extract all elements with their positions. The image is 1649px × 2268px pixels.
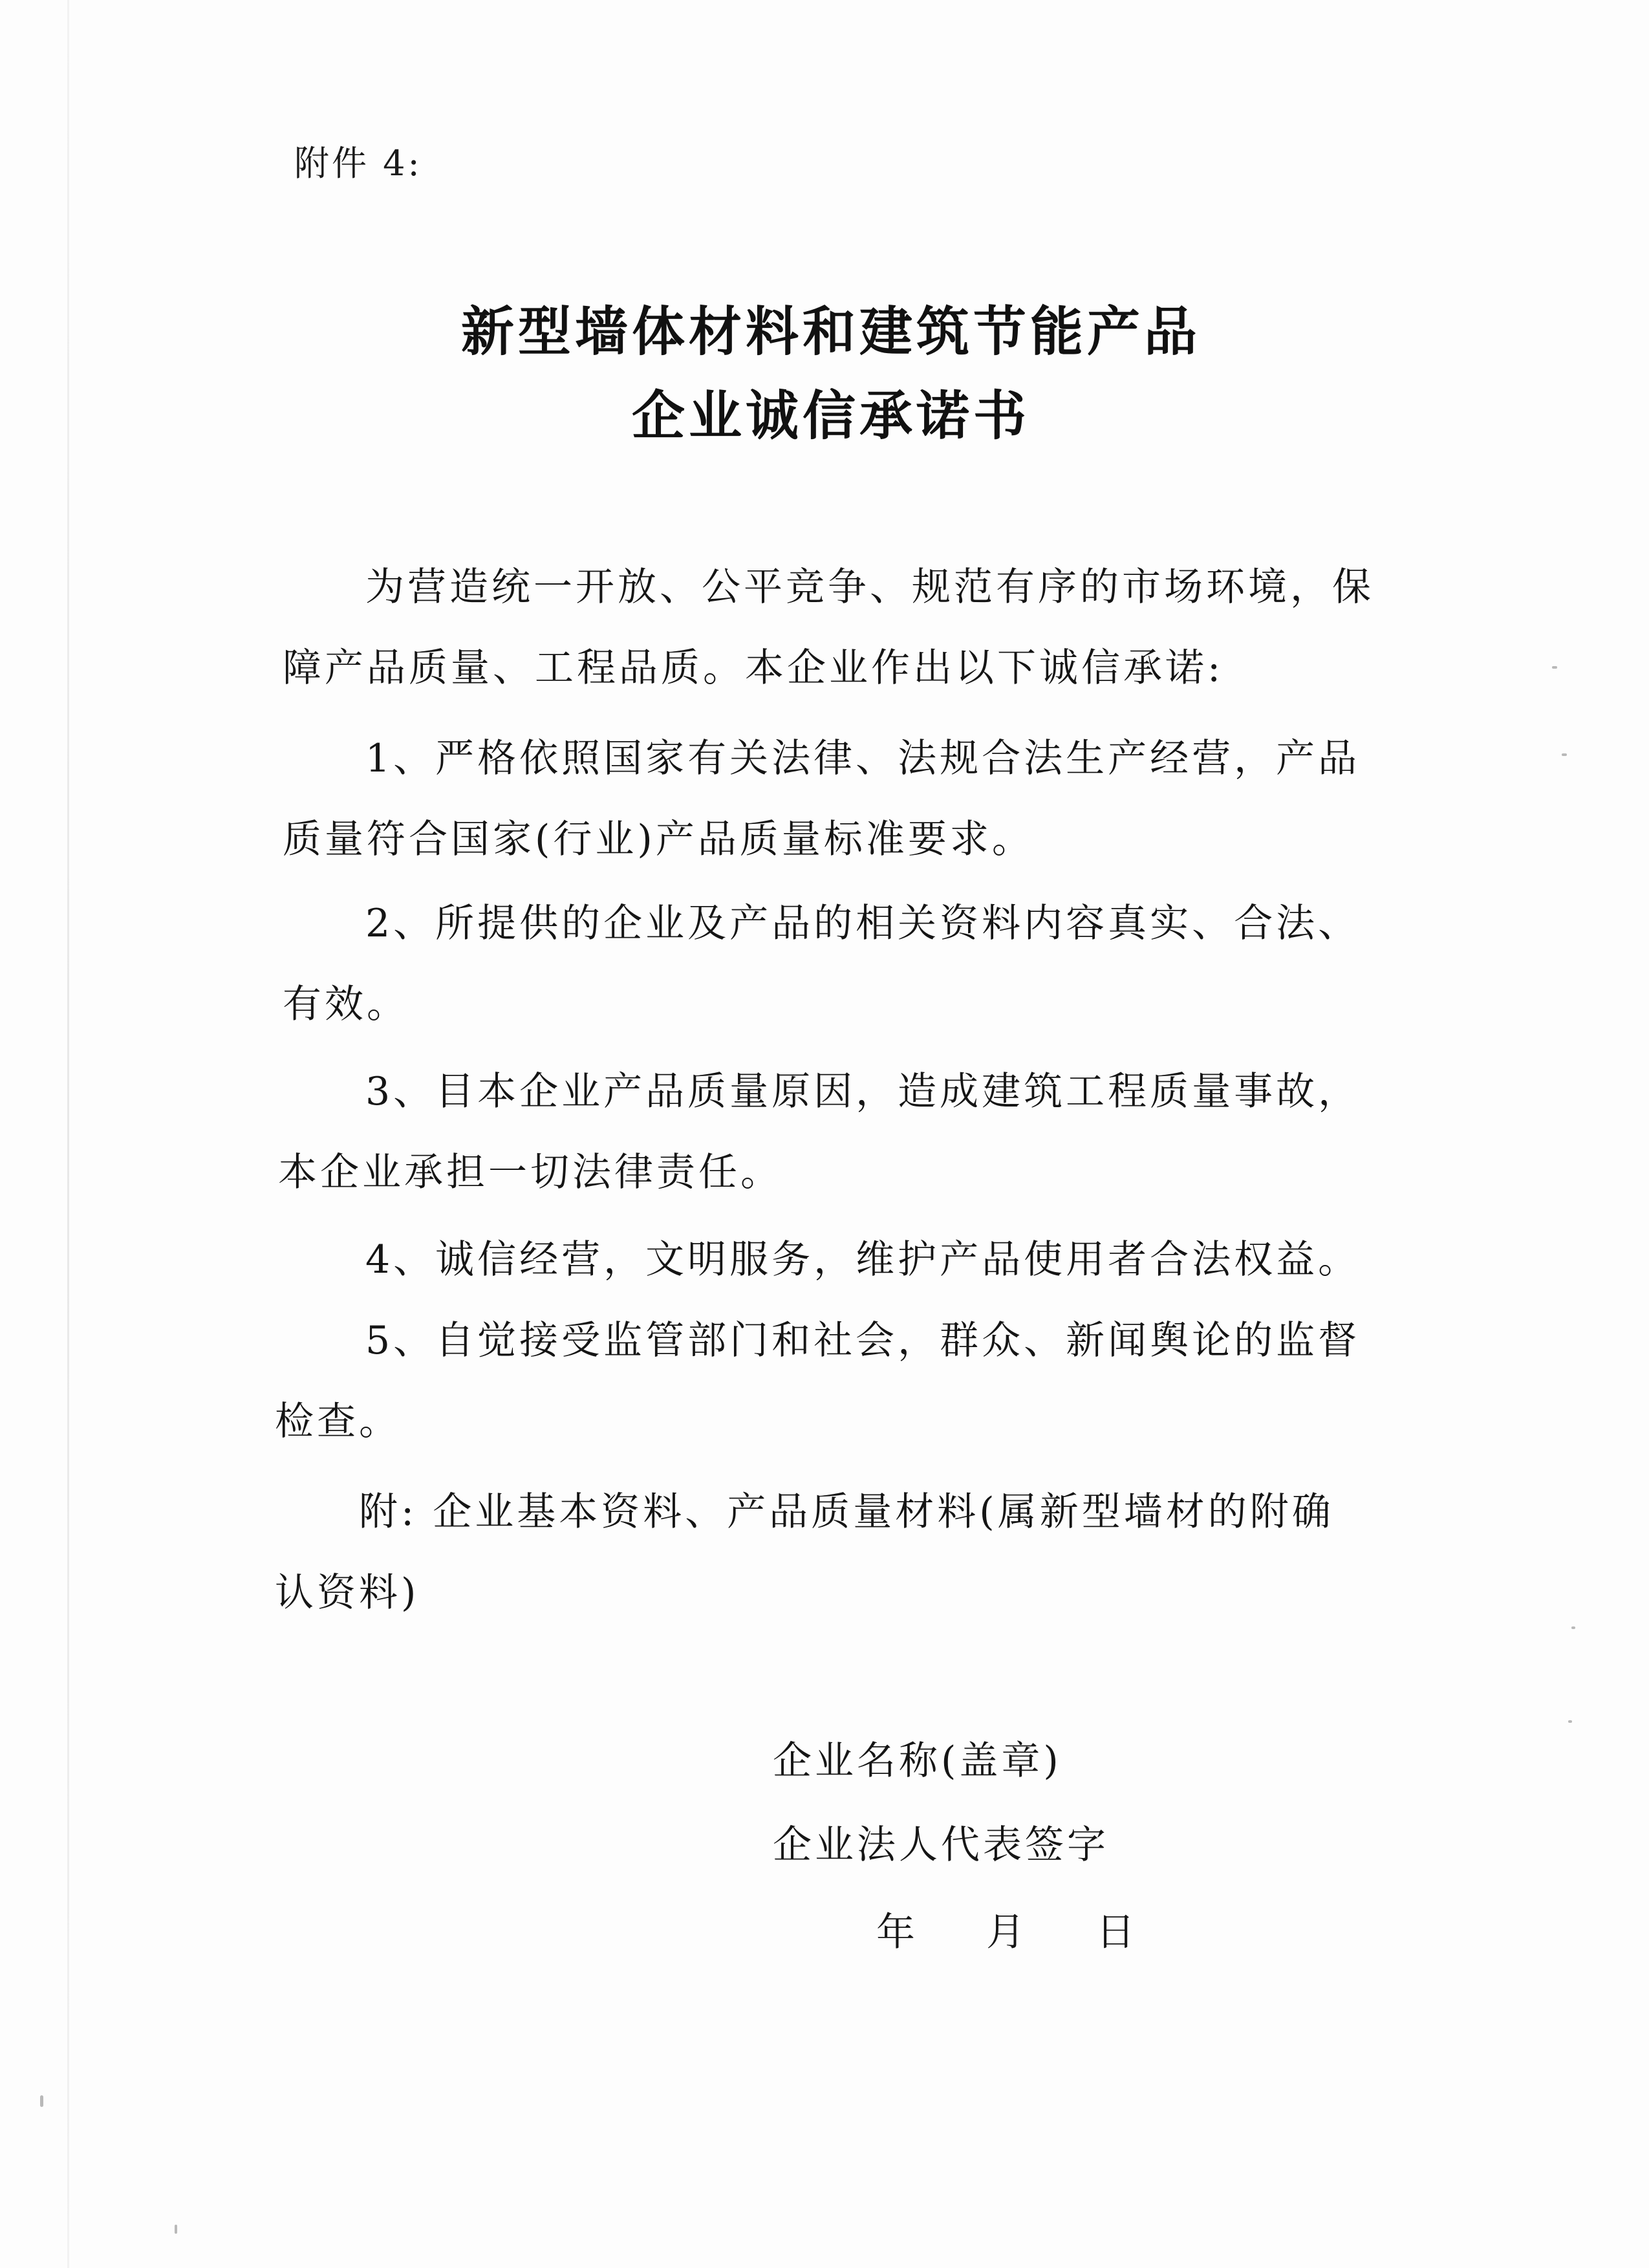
month-label: 月: [986, 1910, 1025, 1955]
body-line: 5、自觉接受监管部门和社会，群众、新闻舆论的监督: [365, 1318, 1361, 1363]
body-line: 附: 企业基本资料、产品质量材料(属新型墙材的附确: [359, 1489, 1334, 1535]
body-line: 1、严格依照国家有关法律、法规合法生产经营，产品: [365, 736, 1361, 781]
body-line: 检查。: [275, 1399, 401, 1444]
year-label: 年: [876, 1910, 915, 1955]
body-line: 4、诚信经营，文明服务，维护产品使用者合法权益。: [365, 1237, 1361, 1282]
day-label: 日: [1096, 1910, 1135, 1955]
body-line: 有效。: [283, 982, 409, 1027]
body-line: 3、目本企业产品质量原因，造成建筑工程质量事故，: [365, 1069, 1361, 1114]
scan-speck: [40, 2095, 43, 2107]
body-line: 认资料): [275, 1570, 420, 1615]
legal-rep-signature-line: 企业法人代表签字: [773, 1822, 1109, 1868]
scan-speck: [175, 2225, 177, 2234]
body-line: 为营造统一开放、公平竞争、规范有序的市场环境，保: [365, 565, 1374, 610]
body-line: 2、所提供的企业及产品的相关资料内容真实、合法、: [365, 901, 1361, 946]
body-line: 本企业承担一切法律责任。: [278, 1150, 782, 1195]
scan-speck: [1568, 1720, 1572, 1723]
document-title-line-1: 新型墙体材料和建筑节能产品: [460, 301, 1201, 363]
body-line: 障产品质量、工程品质。本企业作出以下诚信承诺:: [283, 645, 1224, 691]
company-name-seal-line: 企业名称(盖章): [773, 1738, 1062, 1784]
scan-speck: [1571, 1626, 1575, 1629]
scan-speck: [1562, 753, 1567, 756]
document-title-line-2: 企业诚信承诺书: [631, 385, 1030, 447]
scan-speck: [1552, 666, 1557, 669]
body-line: 质量符合国家(行业)产品质量标准要求。: [283, 817, 1034, 862]
attachment-label: 附件 4:: [294, 143, 422, 184]
date-row: [876, 1901, 1135, 1957]
